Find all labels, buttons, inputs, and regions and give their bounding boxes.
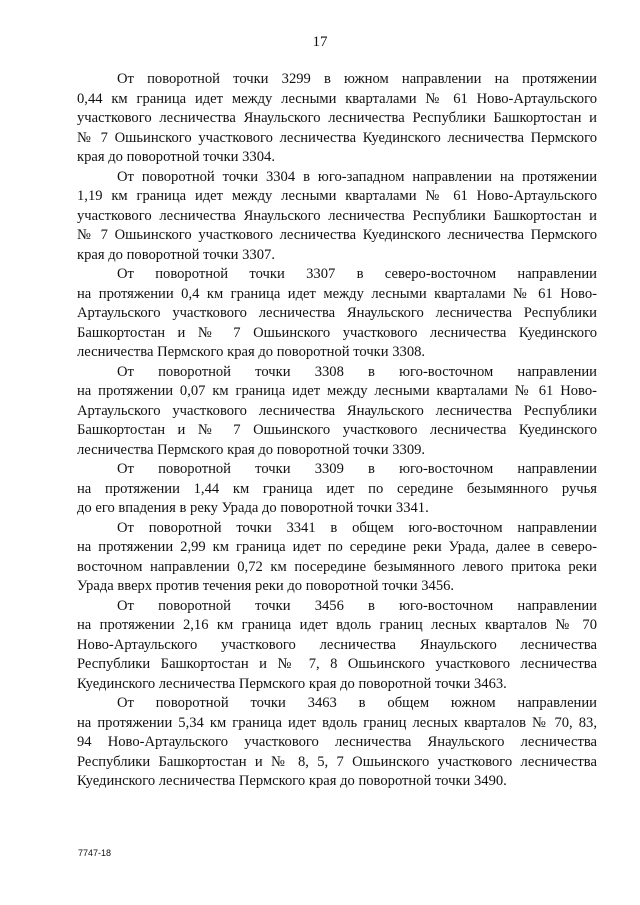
text-line: Республики Башкортостан и № 7, 8 Ошьинского участкового лесничества xyxy=(77,656,597,672)
paragraph-2 xyxy=(77,168,597,266)
text-line: Артаульского участкового лесничества Янаульского лесничества Республики xyxy=(77,305,597,321)
text-line: От поворотной точки 3304 в юго-западном направлении на протяжении xyxy=(117,168,597,185)
text-line: От поворотной точки 3299 в южном направлении на протяжении xyxy=(117,71,597,87)
text-line: 0,44 км граница идет между лесными кварталами № 61 Ново-Артаульского xyxy=(77,90,597,107)
text-line: на протяжении 0,07 км граница идет между лесными кварталами № 61 Ново- xyxy=(77,383,597,399)
text-line: края до поворотной точки 3304. xyxy=(77,149,275,165)
text-line: От поворотной точки 3308 в юго-восточном направлении xyxy=(117,363,597,380)
text-line: на протяжении 0,4 км граница идет между лесными кварталами № 61 Ново- xyxy=(77,285,597,302)
text-line: на протяжении 5,34 км граница идет вдоль границ лесных кварталов № 70, 83, xyxy=(77,714,597,731)
text-line: до его впадения в реку Урада до поворотной точки 3341. xyxy=(77,500,429,516)
text-line: Артаульского участкового лесничества Янаульского лесничества Республики xyxy=(77,402,597,419)
text-line: на протяжении 1,44 км граница идет по середине безымянного ручья xyxy=(77,480,597,497)
text-line: От поворотной точки 3463 в общем южном направлении xyxy=(117,695,597,711)
document-body xyxy=(77,70,597,792)
text-line: 1,19 км граница идет между лесными кварталами № 61 Ново-Артаульского xyxy=(77,188,597,204)
text-line: Республики Башкортостан и № 8, 5, 7 Ошьинского участкового лесничества xyxy=(77,753,597,770)
text-line: От поворотной точки 3341 в общем юго-восточном направлении xyxy=(117,519,597,536)
page-number: 17 xyxy=(312,34,328,50)
text-line: Урада вверх против течения реки до поворотной точки 3456. xyxy=(77,578,455,594)
text-line: Башкортостан и № 7 Ошьинского участкового лесничества Куединского xyxy=(77,324,597,341)
text-line: на протяжении 2,99 км граница идет по середине реки Урада, далее в северо- xyxy=(77,539,597,555)
text-line: Куединского лесничества Пермского края до поворотной точки 3463. xyxy=(77,675,507,692)
text-line: 94 Ново-Артаульского участкового лесничества Янаульского лесничества xyxy=(77,734,597,750)
text-line: Куединского лесничества Пермского края до поворотной точки 3490. xyxy=(77,773,507,789)
text-line: № 7 Ошьинского участкового лесничества Куединского лесничества Пермского xyxy=(77,129,597,146)
document-code: 7747-18 xyxy=(78,848,112,858)
text-line: № 7 Ошьинского участкового лесничества Куединского лесничества Пермского xyxy=(77,227,597,243)
text-line: От поворотной точки 3456 в юго-восточном направлении xyxy=(117,597,597,614)
text-line: участкового лесничества Янаульского лесничества Республики Башкортостан и xyxy=(77,207,597,224)
text-line: восточном направлении 0,72 км посередине безымянного левого притока реки xyxy=(77,558,597,575)
text-line: Башкортостан и № 7 Ошьинского участкового лесничества Куединского xyxy=(77,422,597,438)
text-line: участкового лесничества Янаульского лесничества Республики Башкортостан и xyxy=(77,110,597,126)
text-line: От поворотной точки 3309 в юго-восточном направлении xyxy=(117,461,597,477)
paragraph-1 xyxy=(77,70,597,168)
paragraph-8 xyxy=(77,694,597,792)
paragraph-3 xyxy=(77,265,597,363)
text-line: Ново-Артаульского участкового лесничества Янаульского лесничества xyxy=(77,636,597,653)
paragraph-7 xyxy=(77,597,597,695)
text-line: на протяжении 2,16 км граница идет вдоль границ лесных кварталов № 70 xyxy=(77,617,597,633)
paragraph-4 xyxy=(77,363,597,461)
text-line: лесничества Пермского края до поворотной точки 3309. xyxy=(77,441,426,458)
text-line: края до поворотной точки 3307. xyxy=(77,246,275,263)
paragraph-6 xyxy=(77,519,597,597)
text-line: От поворотной точки 3307 в северо-восточном направлении xyxy=(117,266,597,282)
paragraph-5 xyxy=(77,460,597,519)
text-line: лесничества Пермского края до поворотной точки 3308. xyxy=(77,344,426,360)
